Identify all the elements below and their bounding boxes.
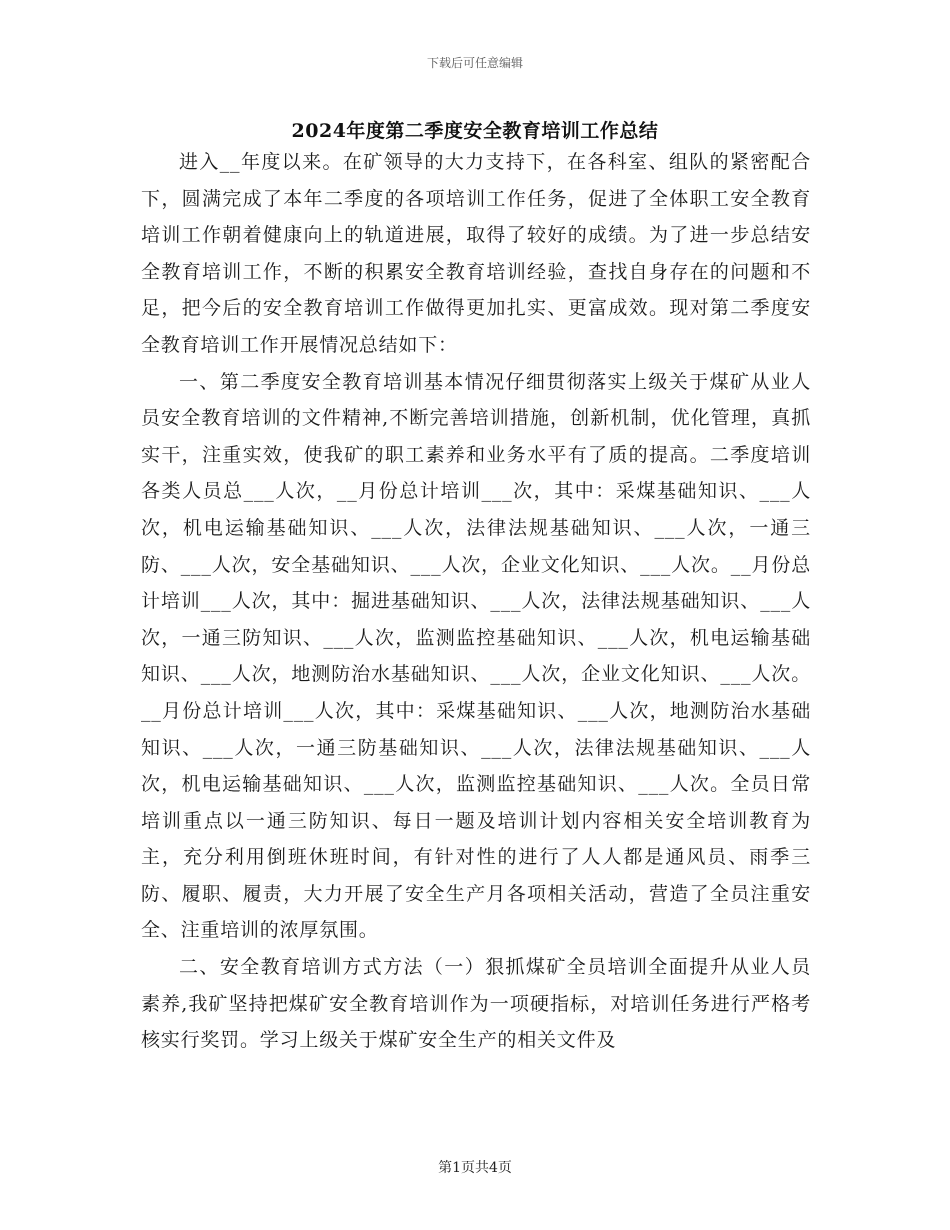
document-title: 2024年度第二季度安全教育培训工作总结 [291, 120, 659, 142]
paragraph-intro: 进入__年度以来。在矿领导的大力支持下，在各科室、组队的紧密配合下，圆满完成了本年二季度的各项培训工作任务，促进了全体职工安全教育培训工作朝着健康向上的轨道进展，取得了较好的成绩。为了进一步总结安全教育培训工作，不断的积累安全教育培训经验，查找自身存在的问题和不足，把今后的安全教育培训工作做得更加扎实、更富成效。现对第二季度安全教育培训工作开展情况总结如下： [141, 151, 811, 356]
paragraph-section-2: 二、安全教育培训方式方法（一）狠抓煤矿全员培训全面提升从业人员素养,我矿坚持把煤矿安全教育培训作为一项硬指标，对培训任务进行严格考核实行奖罚。学习上级关于煤矿安全生产的相关文件及 [141, 956, 811, 1052]
document-body [141, 144, 811, 1059]
page-number-footer: 第1页共4页 [438, 1160, 512, 1176]
paragraph-section-1: 一、第二季度安全教育培训基本情况仔细贯彻落实上级关于煤矿从业人员安全教育培训的文件精神,不断完善培训措施，创新机制，优化管理，真抓实干，注重实效，使我矿的职工素养和业务水平有了质的提高。二季度培训各类人员总___人次，__月份总计培训___次，其中：采煤基础知识、___人次，机电运输基础知识、___人次，法律法规基础知识、___人次，一通三防、___人次，安全基础知识、___人次，企业文化知识、___人次。__月份总计培训___人次，其中：掘进基础知识、___人次，法律法规基础知识、___人次，一通三防知识、___人次，监测监控基础知识、___人次，机电运输基础知识、___人次，地测防治水基础知识、___人次，企业文化知识、___人次。__月份总计培训___人次，其中：采煤基础知识、___人次，地测防治水基础知识、___人次，一通三防基础知识、___人次，法律法规基础知识、___人次，机电运输基础知识、___人次，监测监控基础知识、___人次。全员日常培训重点以一通三防知识、每日一题及培训计划内容相关安全培训教育为主，充分利用倒班休班时间，有针对性的进行了人人都是通风员、雨季三防、履职、履责，大力开展了安全生产月各项相关活动，营造了全员注重安全、注重培训的浓厚氛围。 [141, 370, 811, 942]
header-note: 下载后可任意编辑 [426, 56, 523, 70]
